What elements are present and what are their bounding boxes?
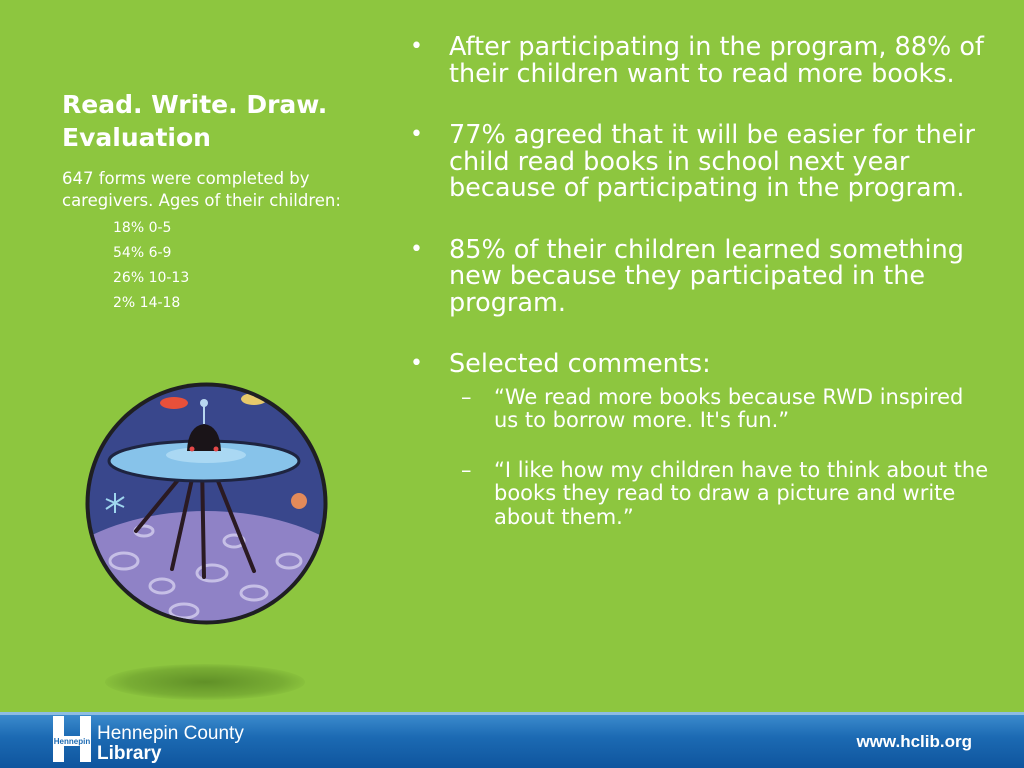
age-item: 2% 14-18 <box>113 295 181 311</box>
finding-item <box>410 234 990 318</box>
comments-heading: Selected comments: <box>449 349 711 379</box>
ufo-light <box>190 447 195 452</box>
ufo-antenna-tip <box>200 399 208 407</box>
ufo-planet-illustration <box>84 381 329 626</box>
library-logo-icon <box>50 716 94 764</box>
dash-icon: – <box>461 457 472 482</box>
bullet-icon: • <box>410 236 423 262</box>
title-line-1: Read. Write. Draw. <box>62 90 328 119</box>
ufo-light <box>214 447 219 452</box>
dash-icon: – <box>461 384 472 409</box>
footer-bar <box>0 712 1024 768</box>
comments-list <box>449 386 990 530</box>
age-breakdown-list <box>113 216 189 316</box>
age-item: 54% 6-9 <box>113 245 172 261</box>
comment-item <box>449 386 990 433</box>
finding-text: After participating in the program, 88% of their children want to read more books. <box>449 32 984 89</box>
website-url: www.hclib.org <box>856 732 972 751</box>
comment-text: “I like how my children have to think about the books they read to draw a picture and write about them.” <box>494 457 989 529</box>
logo-small-text: Hennepin <box>53 737 91 746</box>
age-item: 26% 10-13 <box>113 270 190 286</box>
comment-text: “We read more books because RWD inspired us to borrow more. It's fun.” <box>494 384 964 432</box>
illustration-shadow <box>105 664 305 700</box>
key-findings-list <box>410 34 990 564</box>
bullet-icon: • <box>410 351 423 376</box>
finding-item <box>410 34 990 87</box>
bullet-icon: • <box>410 34 423 59</box>
org-name-line-2: Library <box>97 743 162 764</box>
finding-item <box>410 122 990 202</box>
slide-title <box>62 88 392 154</box>
finding-text: 77% agreed that it will be easier for their child read books in school next year because of participating in the program. <box>449 120 976 203</box>
org-name-line-1: Hennepin County <box>97 723 244 744</box>
intro-text: 647 forms were completed by caregivers. Ages of their children: <box>62 169 341 210</box>
title-line-2: Evaluation <box>62 123 211 152</box>
finding-text: 85% of their children learned something new because they participated in the program. <box>449 234 964 318</box>
comment-item <box>449 459 990 530</box>
footer-divider <box>0 712 1024 715</box>
planet-orange <box>291 493 307 509</box>
comments-section <box>410 351 990 529</box>
age-item: 18% 0-5 <box>113 220 172 236</box>
planet-red <box>160 397 188 409</box>
bullet-icon: • <box>410 122 423 147</box>
